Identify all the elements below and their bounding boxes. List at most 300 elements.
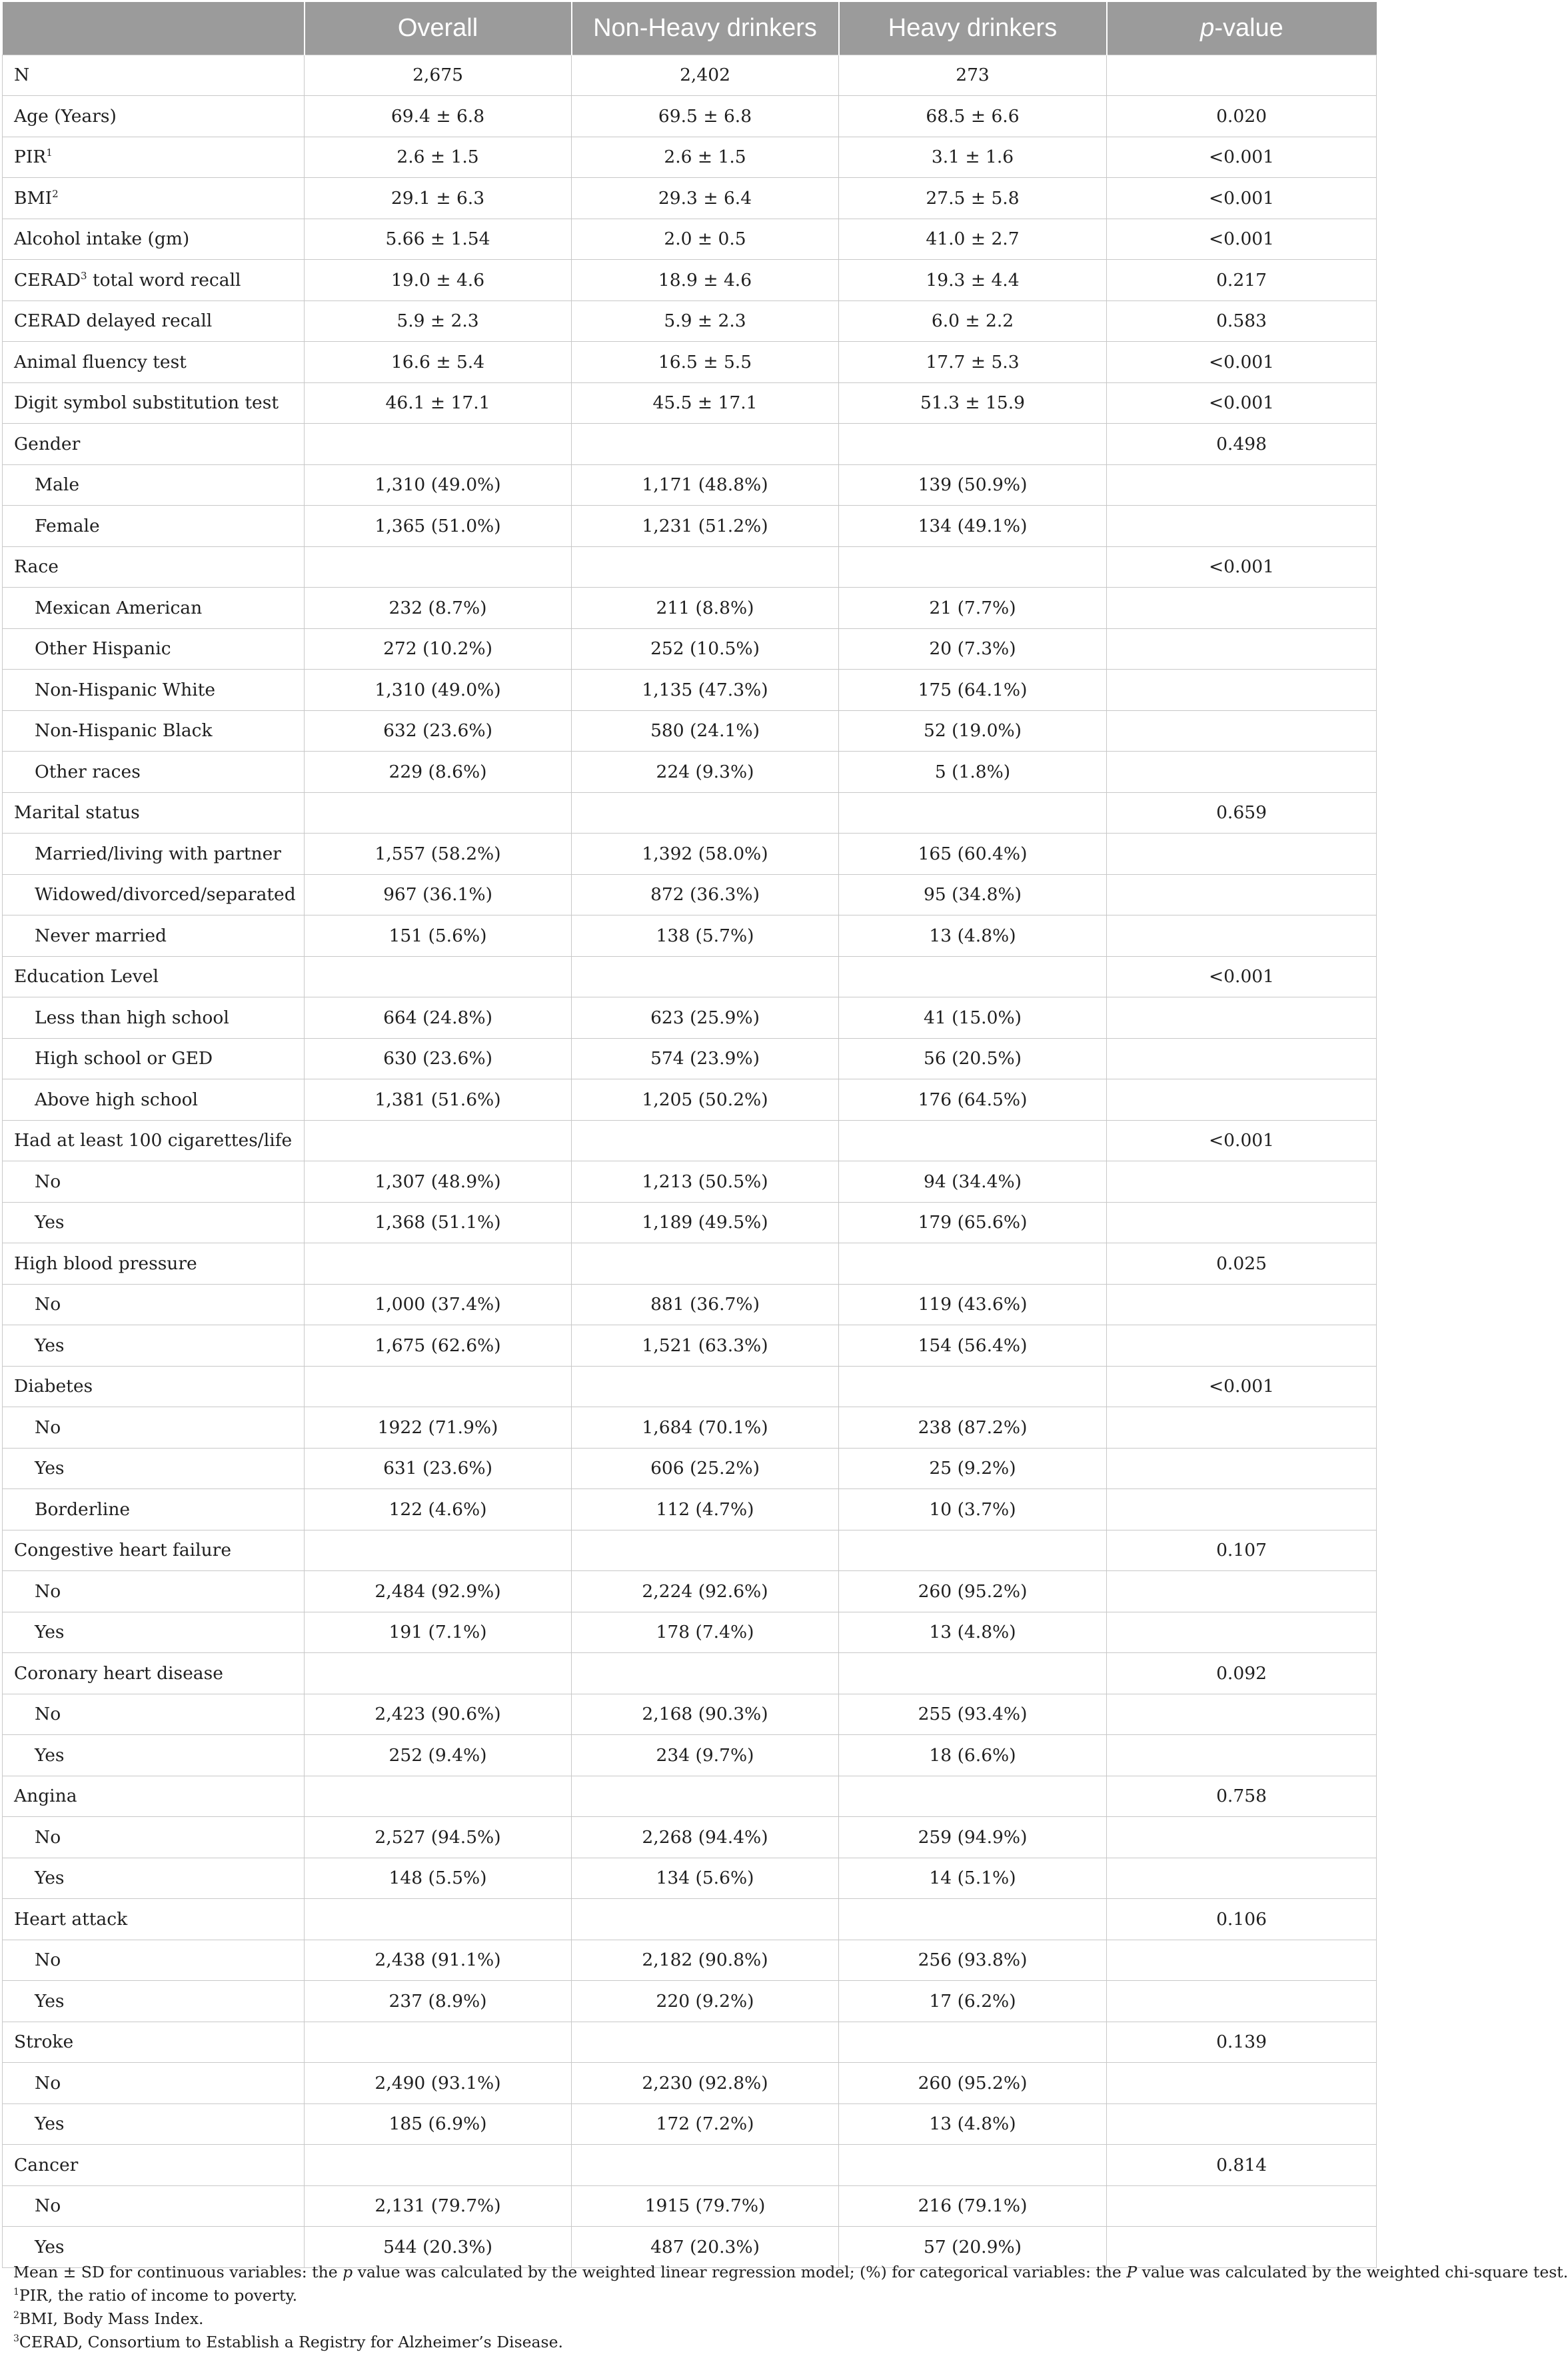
cell-overall	[305, 424, 572, 465]
cell-p-value	[1107, 1407, 1377, 1449]
table-row	[3, 464, 1377, 506]
row-label: Widowed/divorced/separated	[3, 874, 305, 915]
cell-heavy	[839, 1243, 1107, 1285]
cell-overall: 122 (4.6%)	[305, 1489, 572, 1530]
cell-p-value	[1107, 1038, 1377, 1079]
row-label: High school or GED	[3, 1038, 305, 1079]
cell-overall	[305, 1653, 572, 1694]
cell-overall	[305, 2022, 572, 2063]
cell-overall	[305, 792, 572, 834]
table-row	[3, 874, 1377, 915]
cell-p-value: 0.106	[1107, 1899, 1377, 1940]
cell-p-value: 0.020	[1107, 96, 1377, 137]
cell-heavy: 19.3 ± 4.4	[839, 260, 1107, 301]
row-label: No	[3, 2063, 305, 2104]
cell-heavy	[839, 1530, 1107, 1571]
cell-heavy: 256 (93.8%)	[839, 1940, 1107, 1981]
table-row	[3, 1325, 1377, 1367]
cell-p-value	[1107, 710, 1377, 752]
row-label: Male	[3, 464, 305, 506]
cell-non-heavy	[572, 1530, 839, 1571]
row-label: Race	[3, 546, 305, 588]
cell-heavy: 6.0 ± 2.2	[839, 300, 1107, 342]
cell-overall: 1922 (71.9%)	[305, 1407, 572, 1449]
cell-overall: 29.1 ± 6.3	[305, 178, 572, 219]
cell-overall: 1,381 (51.6%)	[305, 1079, 572, 1121]
cell-p-value	[1107, 1940, 1377, 1981]
cell-non-heavy: 138 (5.7%)	[572, 915, 839, 957]
cell-heavy: 119 (43.6%)	[839, 1284, 1107, 1325]
row-label: N	[3, 55, 305, 96]
cell-heavy	[839, 1899, 1107, 1940]
footnote-1: $^1$PIR, the ratio of income to poverty.	[13, 2286, 298, 2305]
cell-overall: 1,307 (48.9%)	[305, 1161, 572, 1203]
cell-non-heavy: 16.5 ± 5.5	[572, 342, 839, 383]
cell-overall	[305, 1776, 572, 1817]
cell-p-value	[1107, 1079, 1377, 1121]
row-label: Yes	[3, 1858, 305, 1899]
table-row	[3, 915, 1377, 957]
table-group-row	[3, 424, 1377, 465]
cell-overall: 237 (8.9%)	[305, 1981, 572, 2022]
row-label: Non-Hispanic Black	[3, 710, 305, 752]
cell-non-heavy: 1,205 (50.2%)	[572, 1079, 839, 1121]
cell-heavy: 21 (7.7%)	[839, 588, 1107, 629]
table-row	[3, 178, 1377, 219]
cell-overall: 2,484 (92.9%)	[305, 1571, 572, 1612]
cell-p-value	[1107, 1284, 1377, 1325]
cell-non-heavy: 2,268 (94.4%)	[572, 1817, 839, 1858]
cell-heavy: 13 (4.8%)	[839, 1612, 1107, 1653]
cell-p-value: 0.025	[1107, 1243, 1377, 1285]
table-body	[3, 55, 1377, 2267]
cell-overall	[305, 2145, 572, 2186]
cell-p-value	[1107, 1489, 1377, 1530]
cell-overall	[305, 956, 572, 997]
cell-heavy: 259 (94.9%)	[839, 1817, 1107, 1858]
cell-non-heavy	[572, 1366, 839, 1407]
cell-heavy	[839, 2022, 1107, 2063]
row-label: Diabetes	[3, 1366, 305, 1407]
table-row	[3, 1202, 1377, 1243]
cell-overall: 148 (5.5%)	[305, 1858, 572, 1899]
table-group-row	[3, 1899, 1377, 1940]
cell-non-heavy: 872 (36.3%)	[572, 874, 839, 915]
cell-overall: 69.4 ± 6.8	[305, 96, 572, 137]
cell-overall: 632 (23.6%)	[305, 710, 572, 752]
cell-heavy	[839, 792, 1107, 834]
table-row	[3, 1858, 1377, 1899]
cell-p-value	[1107, 1202, 1377, 1243]
cell-overall: 16.6 ± 5.4	[305, 342, 572, 383]
table-group-row	[3, 1653, 1377, 1694]
table-row	[3, 260, 1377, 301]
table-row	[3, 300, 1377, 342]
cell-overall: 2,527 (94.5%)	[305, 1817, 572, 1858]
cell-heavy: 13 (4.8%)	[839, 2103, 1107, 2145]
cell-overall: 19.0 ± 4.6	[305, 260, 572, 301]
cell-overall: 191 (7.1%)	[305, 1612, 572, 1653]
cell-heavy: 139 (50.9%)	[839, 464, 1107, 506]
table-group-row	[3, 1366, 1377, 1407]
cell-non-heavy: 252 (10.5%)	[572, 628, 839, 670]
row-label: No	[3, 1571, 305, 1612]
cell-overall: 2,438 (91.1%)	[305, 1940, 572, 1981]
table-group-row	[3, 546, 1377, 588]
cell-non-heavy: 1,392 (58.0%)	[572, 834, 839, 875]
cell-non-heavy: 1,135 (47.3%)	[572, 670, 839, 711]
baseline-characteristics-table	[2, 2, 1377, 2268]
cell-p-value	[1107, 1981, 1377, 2022]
cell-overall: 1,368 (51.1%)	[305, 1202, 572, 1243]
cell-p-value: <0.001	[1107, 382, 1377, 424]
row-label: Gender	[3, 424, 305, 465]
cell-heavy: 13 (4.8%)	[839, 915, 1107, 957]
cell-heavy: 10 (3.7%)	[839, 1489, 1107, 1530]
cell-non-heavy	[572, 424, 839, 465]
cell-p-value	[1107, 588, 1377, 629]
cell-non-heavy	[572, 1653, 839, 1694]
cell-non-heavy	[572, 1243, 839, 1285]
cell-non-heavy	[572, 956, 839, 997]
cell-p-value: <0.001	[1107, 137, 1377, 178]
cell-p-value: <0.001	[1107, 342, 1377, 383]
cell-p-value: 0.217	[1107, 260, 1377, 301]
row-label: Yes	[3, 2227, 305, 2268]
table-row	[3, 670, 1377, 711]
cell-heavy	[839, 1120, 1107, 1161]
cell-non-heavy: 2,230 (92.8%)	[572, 2063, 839, 2104]
table-row	[3, 1489, 1377, 1530]
cell-heavy: 176 (64.5%)	[839, 1079, 1107, 1121]
table-row	[3, 506, 1377, 547]
header-overall: Overall	[305, 2, 572, 55]
table-row	[3, 137, 1377, 178]
cell-p-value	[1107, 834, 1377, 875]
cell-non-heavy: 1,231 (51.2%)	[572, 506, 839, 547]
cell-non-heavy: 2,402	[572, 55, 839, 96]
cell-non-heavy: 5.9 ± 2.3	[572, 300, 839, 342]
cell-non-heavy: 220 (9.2%)	[572, 1981, 839, 2022]
row-label: Yes	[3, 1981, 305, 2022]
cell-overall: 185 (6.9%)	[305, 2103, 572, 2145]
row-label: Congestive heart failure	[3, 1530, 305, 1571]
row-label: Coronary heart disease	[3, 1653, 305, 1694]
footnote-2: $^2$BMI, Body Mass Index.	[13, 2309, 204, 2328]
row-label: Stroke	[3, 2022, 305, 2063]
cell-p-value	[1107, 2103, 1377, 2145]
row-label: Yes	[3, 2103, 305, 2145]
table-row	[3, 1735, 1377, 1776]
cell-p-value	[1107, 1161, 1377, 1203]
table-row	[3, 1694, 1377, 1735]
cell-heavy	[839, 424, 1107, 465]
table-row	[3, 1284, 1377, 1325]
cell-p-value	[1107, 915, 1377, 957]
cell-heavy: 17 (6.2%)	[839, 1981, 1107, 2022]
cell-non-heavy: 1,171 (48.8%)	[572, 464, 839, 506]
cell-heavy: 18 (6.6%)	[839, 1735, 1107, 1776]
cell-overall	[305, 1899, 572, 1940]
cell-non-heavy: 211 (8.8%)	[572, 588, 839, 629]
cell-overall: 2,490 (93.1%)	[305, 2063, 572, 2104]
cell-p-value: <0.001	[1107, 178, 1377, 219]
table-row	[3, 1817, 1377, 1858]
cell-non-heavy: 1915 (79.7%)	[572, 2185, 839, 2227]
table-row	[3, 1407, 1377, 1449]
cell-heavy: 52 (19.0%)	[839, 710, 1107, 752]
cell-non-heavy: 580 (24.1%)	[572, 710, 839, 752]
cell-heavy: 179 (65.6%)	[839, 1202, 1107, 1243]
cell-non-heavy: 2.6 ± 1.5	[572, 137, 839, 178]
cell-non-heavy	[572, 546, 839, 588]
table-group-row	[3, 1120, 1377, 1161]
cell-overall: 2,423 (90.6%)	[305, 1694, 572, 1735]
table-row	[3, 1448, 1377, 1489]
row-label: Other Hispanic	[3, 628, 305, 670]
footnote-main: Mean ± SD for continuous variables: the p value was calculated by the weighted linear regression model; (%) for categorical variables: the P value was calculated by the weighted chi-square test.	[13, 2263, 1568, 2281]
cell-non-heavy: 178 (7.4%)	[572, 1612, 839, 1653]
cell-non-heavy	[572, 1899, 839, 1940]
row-label: Animal fluency test	[3, 342, 305, 383]
row-label: No	[3, 1817, 305, 1858]
cell-overall: 5.66 ± 1.54	[305, 219, 572, 260]
cell-p-value: <0.001	[1107, 546, 1377, 588]
row-label: No	[3, 1694, 305, 1735]
cell-p-value: 0.659	[1107, 792, 1377, 834]
cell-heavy: 20 (7.3%)	[839, 628, 1107, 670]
cell-overall: 1,000 (37.4%)	[305, 1284, 572, 1325]
cell-p-value	[1107, 1612, 1377, 1653]
cell-heavy: 255 (93.4%)	[839, 1694, 1107, 1735]
cell-non-heavy	[572, 2145, 839, 2186]
row-label: No	[3, 1284, 305, 1325]
cell-p-value	[1107, 1735, 1377, 1776]
cell-overall: 1,310 (49.0%)	[305, 670, 572, 711]
cell-heavy: 51.3 ± 15.9	[839, 382, 1107, 424]
cell-non-heavy: 172 (7.2%)	[572, 2103, 839, 2145]
cell-non-heavy: 29.3 ± 6.4	[572, 178, 839, 219]
cell-p-value	[1107, 997, 1377, 1039]
cell-overall: 46.1 ± 17.1	[305, 382, 572, 424]
cell-p-value	[1107, 1858, 1377, 1899]
header-heavy-drinkers: Heavy drinkers	[839, 2, 1107, 55]
row-label: Cancer	[3, 2145, 305, 2186]
cell-overall: 1,557 (58.2%)	[305, 834, 572, 875]
row-label: Alcohol intake (gm)	[3, 219, 305, 260]
cell-heavy: 41 (15.0%)	[839, 997, 1107, 1039]
table-footnotes	[13, 2261, 1568, 2354]
cell-heavy: 260 (95.2%)	[839, 2063, 1107, 2104]
cell-non-heavy: 224 (9.3%)	[572, 752, 839, 793]
row-label: Marital status	[3, 792, 305, 834]
table-row	[3, 382, 1377, 424]
row-label: Yes	[3, 1735, 305, 1776]
cell-non-heavy	[572, 792, 839, 834]
cell-overall: 272 (10.2%)	[305, 628, 572, 670]
table-group-row	[3, 792, 1377, 834]
cell-heavy: 175 (64.1%)	[839, 670, 1107, 711]
cell-non-heavy: 487 (20.3%)	[572, 2227, 839, 2268]
cell-p-value: 0.758	[1107, 1776, 1377, 1817]
table-row	[3, 1571, 1377, 1612]
cell-p-value	[1107, 874, 1377, 915]
cell-non-heavy: 606 (25.2%)	[572, 1448, 839, 1489]
cell-overall: 151 (5.6%)	[305, 915, 572, 957]
row-label: Never married	[3, 915, 305, 957]
row-label: CERAD delayed recall	[3, 300, 305, 342]
cell-heavy: 238 (87.2%)	[839, 1407, 1107, 1449]
row-label: No	[3, 1161, 305, 1203]
cell-p-value: 0.107	[1107, 1530, 1377, 1571]
cell-heavy: 3.1 ± 1.6	[839, 137, 1107, 178]
cell-p-value	[1107, 506, 1377, 547]
cell-non-heavy	[572, 1776, 839, 1817]
table-group-row	[3, 956, 1377, 997]
cell-p-value	[1107, 2185, 1377, 2227]
cell-heavy: 154 (56.4%)	[839, 1325, 1107, 1367]
row-label: Yes	[3, 1325, 305, 1367]
table-row	[3, 710, 1377, 752]
row-label: Heart attack	[3, 1899, 305, 1940]
table-row	[3, 752, 1377, 793]
table-row	[3, 1079, 1377, 1121]
cell-heavy: 17.7 ± 5.3	[839, 342, 1107, 383]
cell-overall: 631 (23.6%)	[305, 1448, 572, 1489]
header-p-value: p-value	[1200, 13, 1283, 42]
cell-heavy: 41.0 ± 2.7	[839, 219, 1107, 260]
cell-non-heavy: 134 (5.6%)	[572, 1858, 839, 1899]
row-label: CERAD$^3$ total word recall	[3, 260, 305, 301]
row-label: Yes	[3, 1202, 305, 1243]
cell-non-heavy: 881 (36.7%)	[572, 1284, 839, 1325]
table-group-row	[3, 1243, 1377, 1285]
cell-non-heavy: 1,684 (70.1%)	[572, 1407, 839, 1449]
cell-non-heavy: 1,213 (50.5%)	[572, 1161, 839, 1203]
cell-overall: 5.9 ± 2.3	[305, 300, 572, 342]
row-label: BMI$^2$	[3, 178, 305, 219]
table-row	[3, 2103, 1377, 2145]
table-group-row	[3, 1776, 1377, 1817]
cell-non-heavy	[572, 2022, 839, 2063]
row-label: Married/living with partner	[3, 834, 305, 875]
cell-p-value	[1107, 1694, 1377, 1735]
cell-p-value	[1107, 55, 1377, 96]
row-label: Angina	[3, 1776, 305, 1817]
cell-heavy: 14 (5.1%)	[839, 1858, 1107, 1899]
row-label: Other races	[3, 752, 305, 793]
cell-heavy: 56 (20.5%)	[839, 1038, 1107, 1079]
cell-p-value	[1107, 2063, 1377, 2104]
cell-non-heavy	[572, 1120, 839, 1161]
cell-non-heavy: 1,521 (63.3%)	[572, 1325, 839, 1367]
cell-heavy: 216 (79.1%)	[839, 2185, 1107, 2227]
table-row	[3, 1038, 1377, 1079]
row-label: Less than high school	[3, 997, 305, 1039]
table-row	[3, 588, 1377, 629]
cell-p-value	[1107, 1325, 1377, 1367]
cell-heavy: 94 (34.4%)	[839, 1161, 1107, 1203]
cell-non-heavy: 69.5 ± 6.8	[572, 96, 839, 137]
table-row	[3, 1981, 1377, 2022]
cell-p-value	[1107, 1817, 1377, 1858]
table-row	[3, 55, 1377, 96]
table-row	[3, 1612, 1377, 1653]
cell-heavy	[839, 2145, 1107, 2186]
row-label: Digit symbol substitution test	[3, 382, 305, 424]
cell-non-heavy: 112 (4.7%)	[572, 1489, 839, 1530]
cell-heavy	[839, 1776, 1107, 1817]
table-row	[3, 342, 1377, 383]
cell-non-heavy: 234 (9.7%)	[572, 1735, 839, 1776]
cell-heavy: 165 (60.4%)	[839, 834, 1107, 875]
table-row	[3, 2063, 1377, 2104]
cell-p-value: 0.814	[1107, 2145, 1377, 2186]
cell-p-value: <0.001	[1107, 219, 1377, 260]
cell-p-value: 0.092	[1107, 1653, 1377, 1694]
row-label: Education Level	[3, 956, 305, 997]
cell-overall: 229 (8.6%)	[305, 752, 572, 793]
table-row	[3, 628, 1377, 670]
cell-non-heavy: 1,189 (49.5%)	[572, 1202, 839, 1243]
cell-heavy: 27.5 ± 5.8	[839, 178, 1107, 219]
cell-p-value: 0.139	[1107, 2022, 1377, 2063]
row-label: No	[3, 1407, 305, 1449]
cell-heavy: 68.5 ± 6.6	[839, 96, 1107, 137]
cell-non-heavy: 2.0 ± 0.5	[572, 219, 839, 260]
cell-p-value: 0.583	[1107, 300, 1377, 342]
cell-overall: 2,675	[305, 55, 572, 96]
table-row	[3, 219, 1377, 260]
cell-heavy: 134 (49.1%)	[839, 506, 1107, 547]
table-row	[3, 2185, 1377, 2227]
cell-heavy	[839, 1653, 1107, 1694]
header-variable	[3, 2, 305, 55]
cell-overall: 1,675 (62.6%)	[305, 1325, 572, 1367]
cell-heavy: 25 (9.2%)	[839, 1448, 1107, 1489]
table-row	[3, 997, 1377, 1039]
table-header-row	[3, 2, 1377, 55]
cell-heavy: 273	[839, 55, 1107, 96]
cell-overall	[305, 1120, 572, 1161]
row-label: PIR$^1$	[3, 137, 305, 178]
cell-overall: 544 (20.3%)	[305, 2227, 572, 2268]
row-label: Non-Hispanic White	[3, 670, 305, 711]
row-label: High blood pressure	[3, 1243, 305, 1285]
cell-overall: 252 (9.4%)	[305, 1735, 572, 1776]
footnote-3: $^3$CERAD, Consortium to Establish a Registry for Alzheimer’s Disease.	[13, 2333, 563, 2351]
cell-non-heavy: 2,182 (90.8%)	[572, 1940, 839, 1981]
table-group-row	[3, 2145, 1377, 2186]
header-non-heavy-drinkers: Non-Heavy drinkers	[572, 2, 839, 55]
cell-non-heavy: 18.9 ± 4.6	[572, 260, 839, 301]
cell-p-value	[1107, 628, 1377, 670]
cell-non-heavy: 2,224 (92.6%)	[572, 1571, 839, 1612]
cell-overall: 967 (36.1%)	[305, 874, 572, 915]
cell-p-value: <0.001	[1107, 1120, 1377, 1161]
row-label: Age (Years)	[3, 96, 305, 137]
table-row	[3, 1940, 1377, 1981]
cell-overall: 1,310 (49.0%)	[305, 464, 572, 506]
row-label: Yes	[3, 1448, 305, 1489]
cell-p-value	[1107, 464, 1377, 506]
cell-overall: 2.6 ± 1.5	[305, 137, 572, 178]
row-label: Had at least 100 cigarettes/life	[3, 1120, 305, 1161]
cell-non-heavy: 45.5 ± 17.1	[572, 382, 839, 424]
cell-overall: 1,365 (51.0%)	[305, 506, 572, 547]
table-group-row	[3, 2022, 1377, 2063]
row-label: Female	[3, 506, 305, 547]
